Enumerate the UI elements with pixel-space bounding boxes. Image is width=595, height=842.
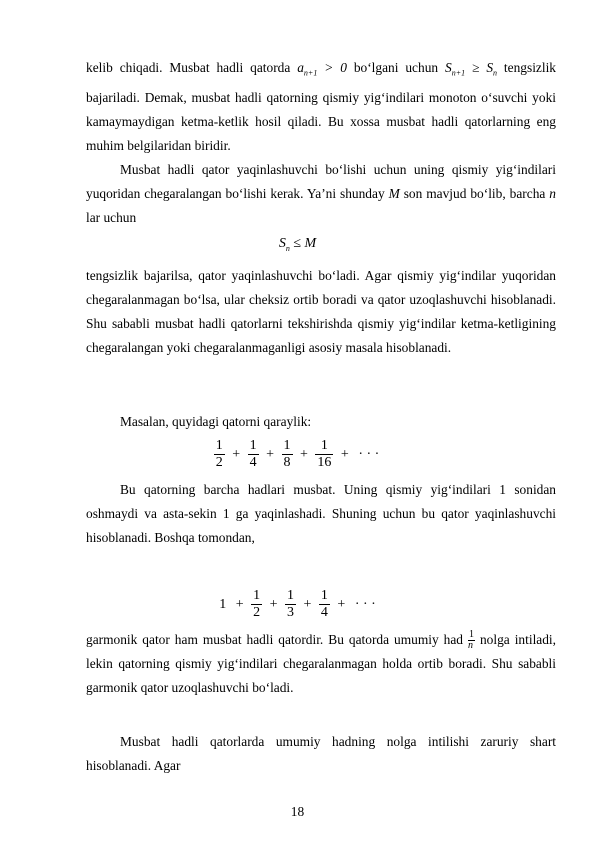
fraction: $\frac{1}{4}$	[249, 438, 257, 470]
page-number: 18	[290, 804, 305, 819]
fraction: $\frac{1}{4}$	[320, 588, 328, 620]
text: kelib chiqadi. Musbat hadli qatorda	[86, 60, 298, 75]
formula-bound: $S_n \le M$	[278, 236, 317, 253]
text: tengsizlik bajariladi. Demak, musbat hadli qatorning qismiy yig‘indilari monoton o‘suvchi yoki kamaymaydigan ketma-ketlik hosil qiladi. Bu xossa musbat hadli qatorlarning eng muhim belgilaridan biridir.	[86, 60, 556, 153]
text: lar uchun	[86, 210, 137, 225]
paragraph-necessary-condition: Musbat hadli qatorlarda umumiy hadning nolga intilishi zaruriy shart hisoblanadi. Agar	[86, 734, 556, 773]
paragraph-example-intro: Masalan, quyidagi qatorni qaraylik:	[120, 414, 312, 429]
formula-harmonic-series: 1 + $\frac{1}{2}$ + $\frac{1}{3}$ + $\frac{1}{4}$ + · · ·	[219, 588, 376, 620]
math-n: n	[549, 186, 556, 201]
math-M: M	[388, 186, 400, 201]
fraction: $\frac{1}{3}$	[287, 588, 294, 620]
math-one: 1	[499, 482, 506, 497]
text: Musbat hadli qator yaqinlashuvchi bo‘lishi uchun uning qismiy yig‘indilari yuqoridan chegaralangan bo‘lishi kerak. Ya’ni shunday	[86, 162, 556, 201]
paragraph-harmonic	[86, 628, 556, 700]
text: bo‘lgani uchun	[346, 60, 446, 75]
math-one: 1	[222, 506, 230, 521]
text: nolga intiladi, lekin qatorning qismiy yig‘indilari chegaralanmagan holda ortib boradi. Shu sababli garmonik qator uzoqlashuvchi bo‘ladi.	[86, 632, 556, 695]
paragraph-bounded	[86, 158, 556, 230]
fraction: $\frac{1}{2}$	[253, 588, 261, 620]
paragraph-monotone	[86, 56, 556, 158]
text: sonidan oshmaydi va asta-sekin	[86, 482, 556, 521]
math-s-inequality: $S_{n+1} \ge S_n$	[445, 60, 498, 78]
fraction: $\frac{1}{16}$	[317, 438, 332, 470]
math-one-over-n: $\frac{1}{n}$	[467, 629, 474, 652]
fraction: $\frac{1}{2}$	[215, 438, 223, 470]
math-a-positive: $a_{n+1} > 0$	[297, 60, 347, 78]
text: Bu qatorning barcha hadlari musbat. Uning qismiy yig‘indilari	[120, 482, 500, 497]
formula-geometric-series: $\frac{1}{2}$ + $\frac{1}{4}$ + $\frac{1}{8}$ + $\frac{1}{16}$ + · · ·	[215, 438, 380, 470]
paragraph-convergent-example	[86, 478, 556, 550]
text: son mavjud bo‘lib, barcha	[399, 186, 550, 201]
fraction: $\frac{1}{8}$	[283, 438, 291, 470]
paragraph-divergence: tengsizlik bajarilsa, qator yaqinlashuvchi bo‘ladi. Agar qismiy yig‘indilar yuqoridan chegaralanmagan bo‘lsa, ular cheksiz ortib boradi va qator uzoqlashuvchi hisoblanadi. Shu sababli musbat hadli qatorlarni tekshirishda qismiy yig‘indilar ketma-ketligining chegaralangan yoki chegaralanmaganligi asosiy masala hisoblanadi.	[86, 268, 556, 355]
text: ga yaqinlashadi. Shuning uchun bu qator yaqinlashuvchi hisoblanadi. Boshqa tomondan,	[86, 506, 557, 545]
text: garmonik qator ham musbat hadli qatordir. Bu qatorda umumiy had	[86, 632, 468, 647]
